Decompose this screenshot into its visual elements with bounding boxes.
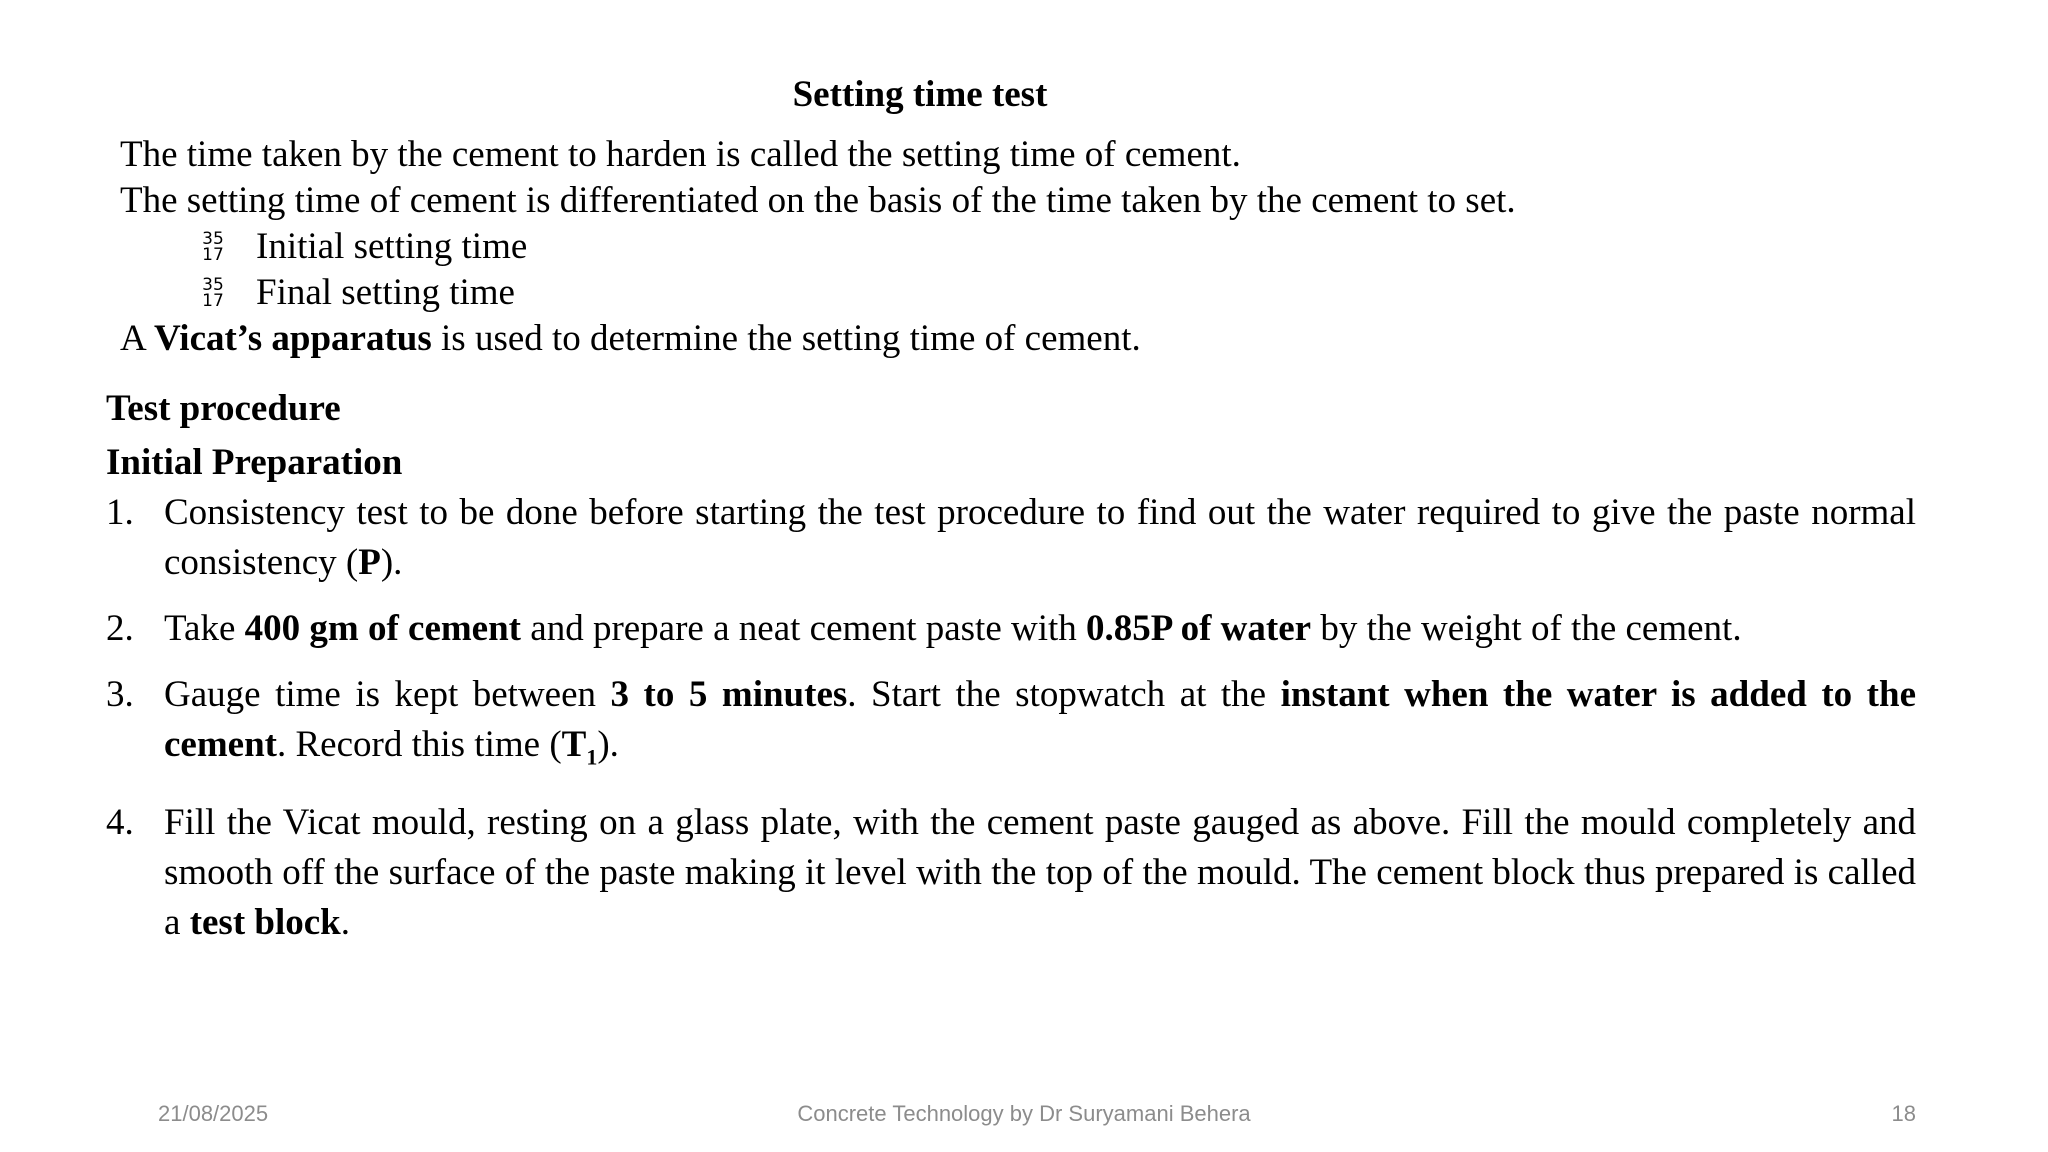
- procedure-steps: [106, 488, 1916, 964]
- bullet-icon: 35 17: [202, 275, 224, 311]
- intro-line-1: The time taken by the cement to harden is called the setting time of cement.: [120, 134, 1241, 175]
- step-text: Consistency test to be done before starting the test procedure to find out the water required to give the paste normal consistency (P).: [164, 492, 1916, 583]
- step-item: [106, 488, 1916, 588]
- step-number: 4.: [106, 802, 134, 844]
- footer-title: Concrete Technology by Dr Suryamani Behera: [797, 1101, 1251, 1126]
- bullet-item: [120, 224, 1920, 270]
- step-text: Gauge time is kept between 3 to 5 minutes. Start the stopwatch at the instant when the water is added to the cement. Record this time $(T_1)$.: [164, 674, 1916, 770]
- test-procedure-heading: Test procedure: [106, 388, 341, 429]
- footer-date: 21/08/2025: [158, 1101, 269, 1126]
- apparatus-line: A Vicat’s apparatus is used to determine the setting time of cement.: [120, 318, 1141, 359]
- step-text: Take 400 gm of cement and prepare a neat cement paste with 0.85P of water by the weight of the cement.: [164, 608, 1742, 649]
- bullet-label: Final setting time: [256, 272, 515, 313]
- step-number: 2.: [106, 608, 134, 649]
- page-number: 18: [1891, 1101, 1916, 1126]
- intro-line-2: The setting time of cement is differentiated on the basis of the time taken by the cement to set.: [120, 180, 1516, 221]
- bullet-icon: 35 17: [202, 229, 224, 265]
- step-text: Fill the Vicat mould, resting on a glass plate, with the cement paste gauged as above. Fill the mould completely and smooth off the surface of the paste making it level with the top of the mould. The cement block thus prepared is called a test block.: [164, 802, 1916, 944]
- apparatus-name: Vicat’s apparatus: [153, 318, 432, 359]
- initial-preparation-heading: Initial Preparation: [106, 442, 403, 483]
- bullet-item: [120, 270, 1920, 316]
- bullet-label: Initial setting time: [256, 226, 528, 267]
- intro-block: [120, 132, 1920, 362]
- slide-title: Setting time test: [792, 74, 1048, 115]
- step-number: 3.: [106, 674, 134, 715]
- step-number: 1.: [106, 492, 134, 533]
- step-item: [106, 670, 1916, 782]
- step-item: [106, 604, 1916, 654]
- step-item: [106, 798, 1916, 948]
